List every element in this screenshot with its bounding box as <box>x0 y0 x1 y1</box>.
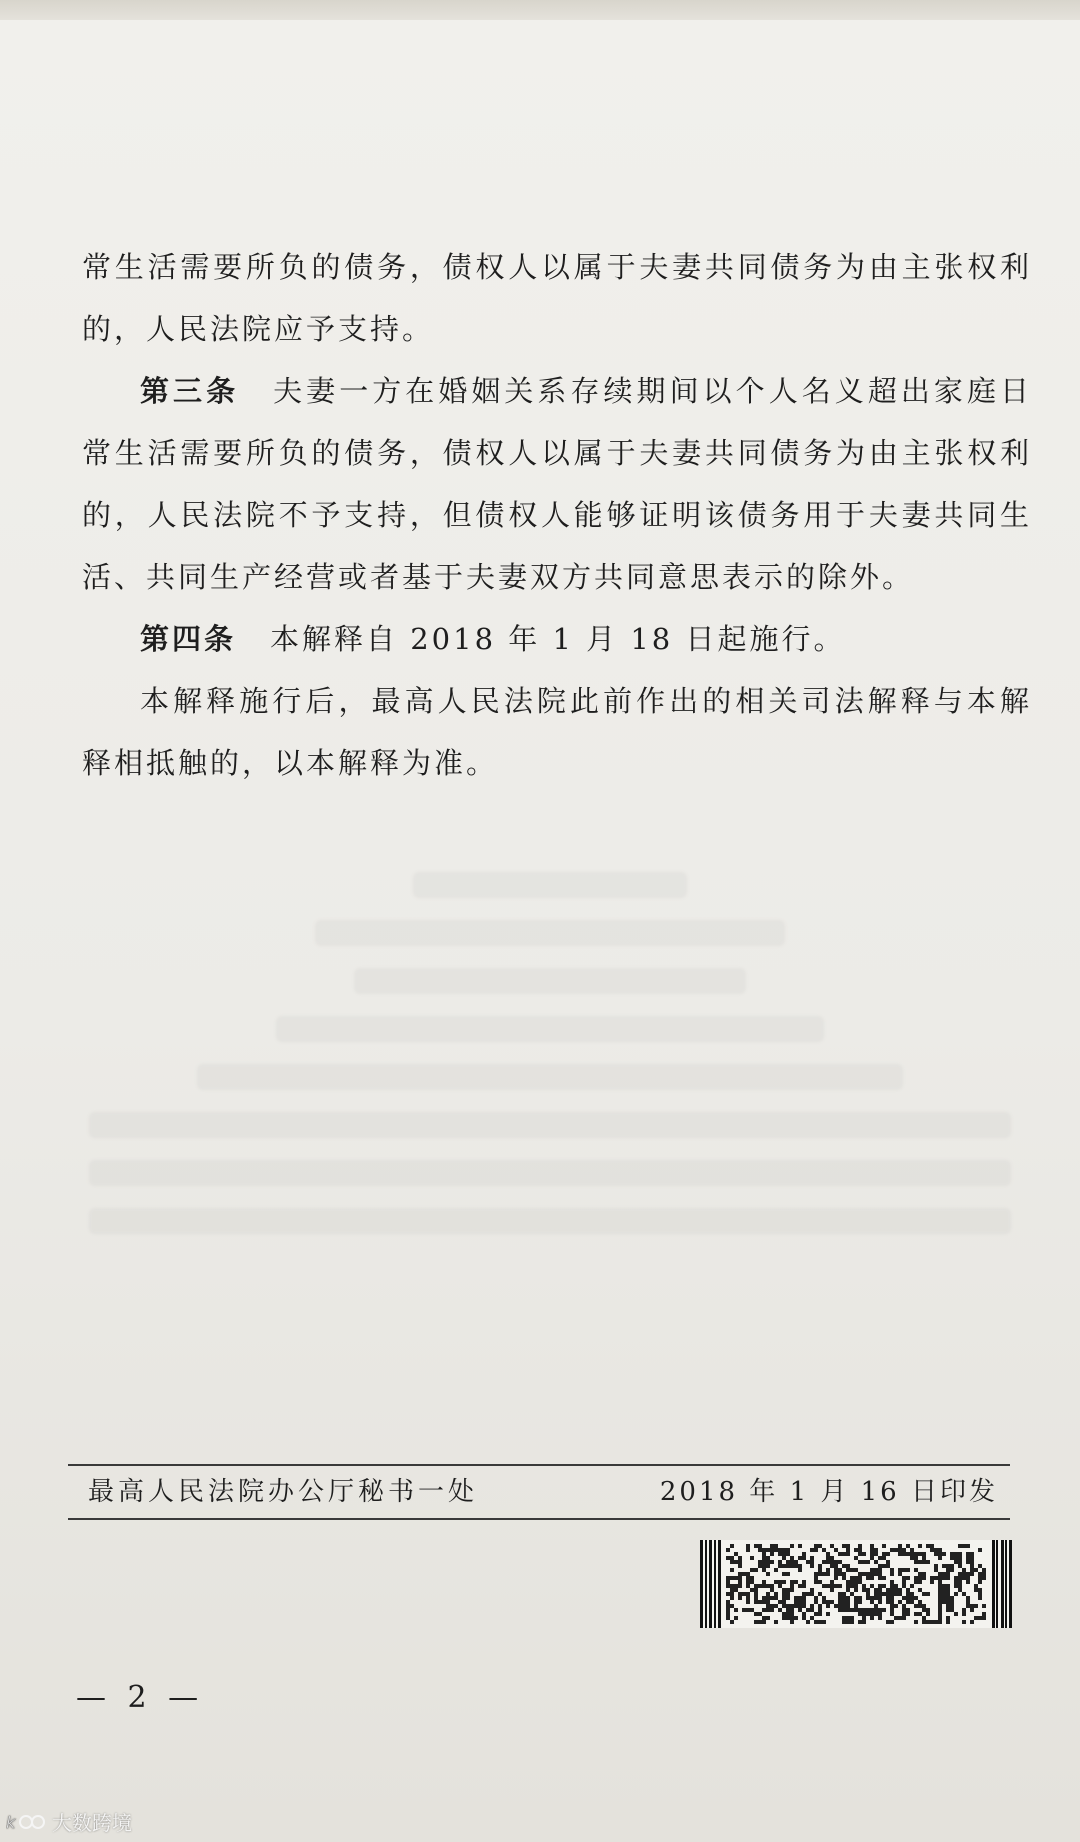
paragraph-text: 本解释施行后，最高人民法院此前作出的相关司法解释与本解释相抵触的，以本解释为准。 <box>82 684 1032 780</box>
brand-logo-icon <box>6 1811 46 1833</box>
watermark-text: 大数跨境 <box>52 1811 132 1835</box>
paragraph-text: 本解释自 2018 年 1 月 18 日起施行。 <box>270 622 846 656</box>
watermark <box>6 1807 132 1836</box>
article-label: 第三条 <box>140 374 240 408</box>
issue-date: 2018 年 1 月 16 日印发 <box>659 1477 998 1507</box>
issuer-office: 最高人民法院办公厅秘书一处 <box>88 1477 479 1507</box>
article-label: 第四条 <box>140 622 237 656</box>
paragraph-text: 夫妻一方在婚姻关系存续期间以个人名义超出家庭日常生活需要所负的债务，债权人以属于夫妻共同债务为由主张权利的，人民法院不予支持，但债权人能够证明该债务用于夫妻共同生活、共同生产经营或者基于夫妻双方共同意思表示的除外。 <box>82 374 1032 594</box>
footer-rule-top <box>68 1464 1010 1466</box>
article-four <box>82 608 1032 670</box>
paragraph-text: 常生活需要所负的债务，债权人以属于夫妻共同债务为由主张权利的，人民法院应予支持。 <box>82 250 1032 346</box>
barcode-image <box>700 1540 1012 1628</box>
article-three <box>82 360 1032 608</box>
footer-rule-bottom <box>68 1518 1010 1520</box>
document-body <box>82 236 1032 794</box>
svg-text:k: k <box>6 1812 16 1832</box>
page-number: — 2 — <box>76 1680 205 1715</box>
closing-paragraph <box>82 670 1032 794</box>
paragraph-continuation <box>82 236 1032 360</box>
